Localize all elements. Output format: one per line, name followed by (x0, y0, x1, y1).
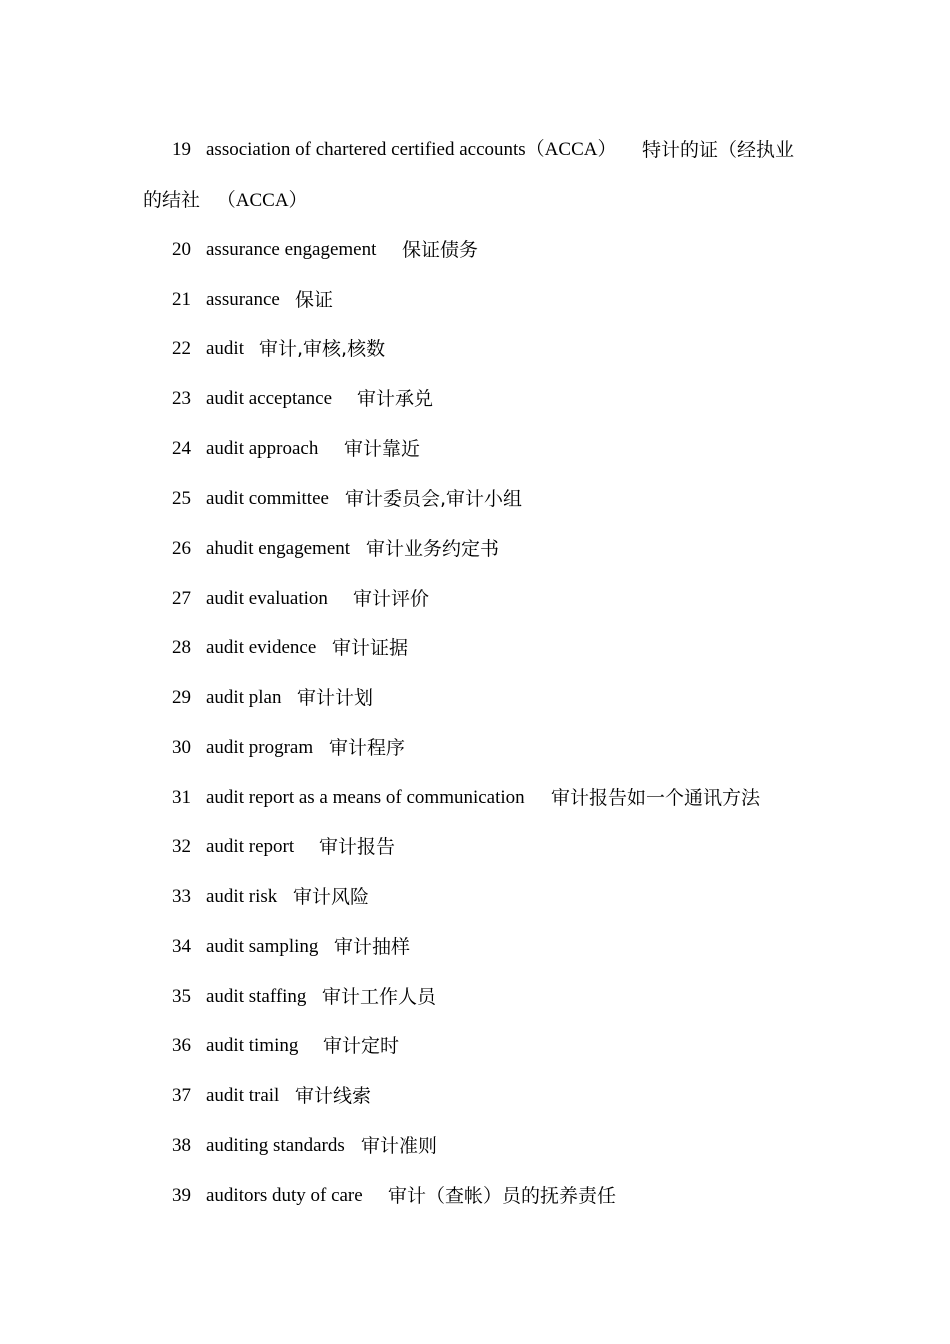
glossary-entry (0, 1031, 950, 1061)
entry-translation: 审计准则 (361, 1135, 438, 1157)
entry-translation: 审计报告 (319, 836, 396, 858)
entry-term: audit approach (206, 438, 319, 459)
entry-number: 35 (172, 986, 191, 1007)
entry-number: 32 (172, 836, 191, 857)
entry-term: audit (206, 338, 244, 359)
entry-number: 24 (172, 438, 191, 459)
entry-term: audit staffing (206, 986, 307, 1007)
entry-term: auditing standards (206, 1135, 345, 1156)
entry-term: audit evidence (206, 637, 317, 658)
glossary-entry (0, 932, 950, 962)
entry-number: 33 (172, 886, 191, 907)
entry-translation: 审计评价 (353, 588, 430, 610)
entry-number: 28 (172, 637, 191, 658)
entry-term: audit report (206, 836, 295, 857)
entry-number: 38 (172, 1135, 191, 1156)
entry-translation: 审计承兑 (357, 388, 434, 410)
entry-term: audit acceptance (206, 388, 333, 409)
entry-translation: 审计计划 (297, 687, 374, 709)
entry-term: audit committee (206, 488, 329, 509)
continuation-line (143, 185, 308, 216)
entry-term: assurance (206, 289, 280, 310)
glossary-entry (0, 832, 950, 862)
entry-number: 31 (172, 787, 191, 808)
entry-term: assurance engagement (206, 239, 377, 260)
entry-term: association of chartered certified accounts（ACCA） (206, 139, 617, 160)
glossary-entry (0, 683, 950, 713)
entry-number: 26 (172, 538, 191, 559)
glossary-entry (0, 534, 950, 564)
entry-number: 39 (172, 1185, 191, 1206)
glossary-entry (0, 434, 950, 464)
entry-number: 29 (172, 687, 191, 708)
glossary-entry (0, 334, 950, 364)
entry-term: auditors duty of care (206, 1185, 363, 1206)
entry-number: 37 (172, 1085, 191, 1106)
entry-number: 23 (172, 388, 191, 409)
continuation-translation: 的结社 (143, 189, 201, 211)
entry-number: 27 (172, 588, 191, 609)
glossary-entry (0, 882, 950, 912)
entry-term: audit program (206, 737, 314, 758)
entry-translation: 审计业务约定书 (366, 538, 500, 560)
entry-translation: 审计定时 (323, 1035, 400, 1057)
glossary-entry (0, 584, 950, 614)
entry-translation: 审计风险 (293, 886, 370, 908)
glossary-entry (0, 484, 950, 514)
entry-number: 34 (172, 936, 191, 957)
entry-translation: 审计,审核,核数 (259, 338, 386, 360)
entry-translation: 审计委员会,审计小组 (345, 488, 523, 510)
glossary-entry (0, 633, 950, 663)
entry-term: audit sampling (206, 936, 319, 957)
entry-term: audit plan (206, 687, 282, 708)
glossary-entry (0, 135, 950, 165)
entry-translation: 保证债务 (402, 239, 479, 261)
glossary-entry (0, 384, 950, 414)
entry-term: audit risk (206, 886, 278, 907)
glossary-entry-continuation (0, 185, 950, 215)
glossary-entry (0, 1081, 950, 1111)
entry-number: 25 (172, 488, 191, 509)
glossary-entry (0, 285, 950, 315)
entry-number: 30 (172, 737, 191, 758)
entry-term: audit timing (206, 1035, 299, 1056)
glossary-entry (0, 733, 950, 763)
entry-translation: 审计程序 (329, 737, 406, 759)
continuation-term: （ACCA） (216, 190, 308, 211)
entry-translation: 保证 (295, 289, 334, 311)
glossary-entry (0, 235, 950, 265)
entry-translation: 审计报告如一个通讯方法 (551, 787, 761, 809)
entry-number: 21 (172, 289, 191, 310)
entry-number: 20 (172, 239, 191, 260)
entry-translation: 审计工作人员 (322, 986, 437, 1008)
glossary-entry (0, 1181, 950, 1211)
entry-translation: 审计靠近 (344, 438, 421, 460)
entry-term: ahudit engagement (206, 538, 351, 559)
entry-translation: 特计的证（经执业 (642, 139, 795, 161)
entry-translation: 审计（查帐）员的抚养责任 (388, 1185, 617, 1207)
glossary-entry (0, 1131, 950, 1161)
entry-number: 36 (172, 1035, 191, 1056)
entry-number: 22 (172, 338, 191, 359)
entry-term: audit evaluation (206, 588, 328, 609)
entry-translation: 审计抽样 (334, 936, 411, 958)
glossary-entry (0, 783, 950, 813)
entry-number: 19 (172, 139, 191, 160)
entry-term: audit trail (206, 1085, 280, 1106)
glossary-entry (0, 982, 950, 1012)
entry-term: audit report as a means of communication (206, 787, 525, 808)
entry-translation: 审计线索 (295, 1085, 372, 1107)
entry-translation: 审计证据 (332, 637, 409, 659)
